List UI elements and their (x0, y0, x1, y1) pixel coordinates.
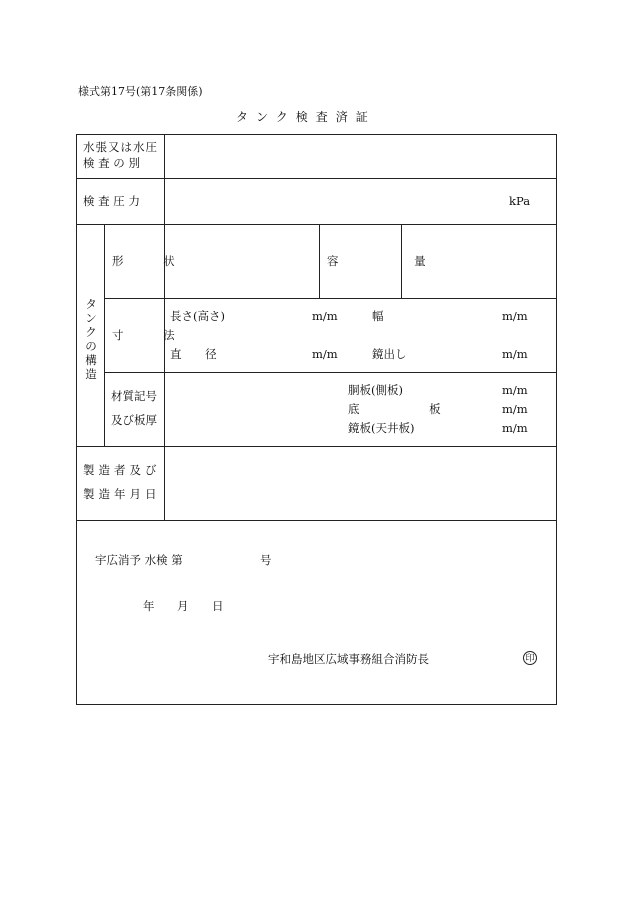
shell-label: 胴板(側板) (348, 383, 403, 397)
column-divider (319, 224, 320, 298)
length-label: 長さ(高さ) (170, 309, 225, 323)
top-plate-label: 鏡板(天井板) (348, 421, 415, 435)
row-divider (76, 224, 557, 225)
tank-structure-label: タ ン ク の 構 造 (85, 297, 97, 381)
form-number: 様式第17号(第17条関係) (78, 85, 203, 98)
maker-label: 製造年月日 (83, 487, 161, 501)
row-divider (104, 372, 557, 373)
bottom-unit: m/m (502, 402, 528, 416)
mirror-out-unit: m/m (502, 347, 528, 361)
certificate-number-prefix: 宇広消予 水検 第 (95, 553, 183, 567)
maker-label: 製造者及び (83, 463, 161, 477)
row-divider (76, 178, 557, 179)
shell-unit: m/m (502, 383, 528, 397)
material-label: 材質記号 (111, 389, 157, 403)
column-divider (104, 224, 105, 446)
width-unit: m/m (502, 309, 528, 323)
date-year: 年 (143, 599, 155, 613)
material-label: 及び板厚 (111, 413, 157, 427)
pressure-unit: kPa (509, 194, 531, 208)
dimensions-label: 寸 法 (112, 328, 193, 342)
document-title: タンク検査済証 (236, 110, 376, 124)
diameter-label: 直 径 (170, 347, 227, 361)
shape-label: 形 状 (112, 254, 193, 268)
bottom-label: 底 板 (348, 402, 474, 416)
date-month: 月 (177, 599, 189, 613)
water-test-label: 水張又は水圧 (83, 140, 158, 154)
certificate-number-suffix: 号 (260, 553, 272, 567)
date-day: 日 (212, 599, 224, 613)
row-divider (76, 520, 557, 521)
water-test-label: 検 査 の 別 (83, 156, 140, 170)
length-unit: m/m (312, 309, 338, 323)
top-plate-unit: m/m (502, 421, 528, 435)
column-divider (164, 134, 165, 520)
diameter-unit: m/m (312, 347, 338, 361)
row-divider (104, 298, 557, 299)
pressure-label: 検 査 圧 力 (83, 194, 140, 208)
mirror-out-label: 鏡出し (372, 347, 407, 361)
capacity-label: 容 量 (327, 254, 462, 268)
row-divider (76, 446, 557, 447)
width-label: 幅 (372, 309, 384, 323)
seal-mark: 印 (523, 651, 537, 665)
issuer-name: 宇和島地区広域事務組合消防長 (268, 652, 429, 666)
